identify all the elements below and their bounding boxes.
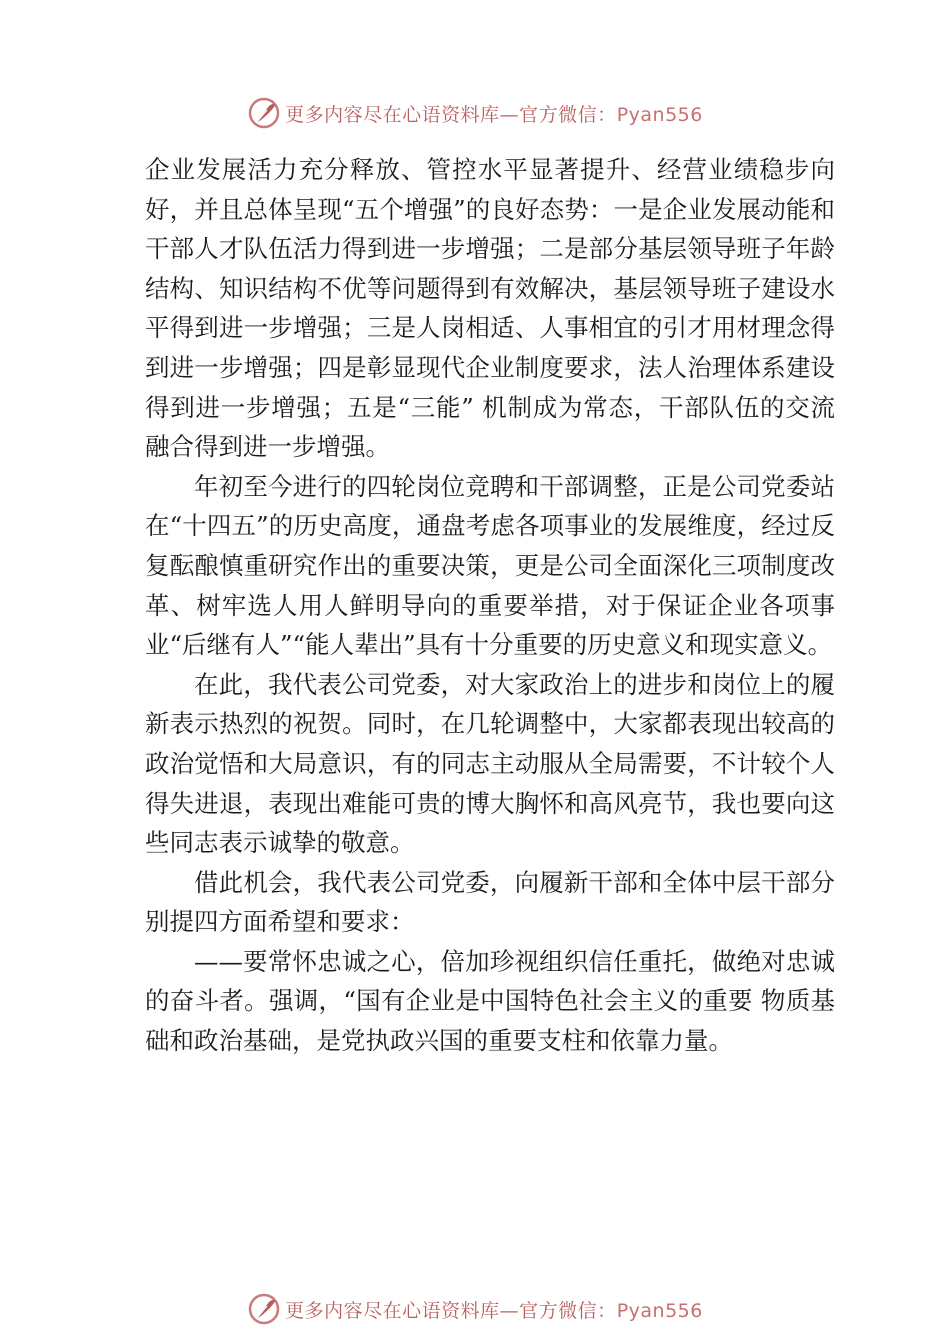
paragraph-3: 在此，我代表公司党委，对大家政治上的进步和岗位上的履新表示热烈的祝贺。同时，在几轮调整中，大家都表现出较高的政治觉悟和大局意识，有的同志主动服从全局需要，不计较个人得失进退，表现出难能可贵的博大胸怀和高风亮节，我也要向这些同志表示诚挚的敬意。 (145, 669, 835, 858)
feather-pen-logo-icon (247, 1292, 281, 1326)
header-watermark (0, 96, 950, 130)
paragraph-4: 借此机会，我代表公司党委，向履新干部和全体中层干部分别提四方面希望和要求： (145, 867, 835, 937)
paragraph-5: ——要常怀忠诚之心，倍加珍视组织信任重托，做绝对忠诚的奋斗者。强调，“国有企业是中国特色社会主义的重要 物质基础和政治基础，是党执政兴国的重要支柱和依靠力量。 (145, 946, 835, 1056)
watermark-text: 更多内容尽在心语资料库—官方微信：Pyan556 (285, 1299, 703, 1322)
feather-pen-logo-icon (247, 96, 281, 130)
footer-watermark (0, 1292, 950, 1326)
paragraph-1: 企业发展活力充分释放、管控水平显著提升、经营业绩稳步向好，并且总体呈现“五个增强”的良好态势：一是企业发展动能和干部人才队伍活力得到进一步增强；二是部分基层领导班子年龄结构、知识结构不优等问题得到有效解决，基层领导班子建设水平得到进一步增强；三是人岗相适、人事相宜的引才用材理念得到进一步增强；四是彰显现代企业制度要求，法人治理体系建设得到进一步增强；五是“三能” 机制成为常态，干部队伍的交流融合得到进一步增强。 (145, 155, 835, 462)
watermark-text: 更多内容尽在心语资料库—官方微信：Pyan556 (285, 103, 703, 126)
document-body (145, 150, 835, 1061)
paragraph-2: 年初至今进行的四轮岗位竞聘和干部调整，正是公司党委站在“十四五”的历史高度，通盘考虑各项事业的发展维度，经过反复酝酿慎重研究作出的重要决策，更是公司全面深化三项制度改革、树牢选人用人鲜明导向的重要举措，对于保证企业各项事业“后继有人”“能人辈出”具有十分重要的历史意义和现实意义。 (145, 471, 835, 660)
